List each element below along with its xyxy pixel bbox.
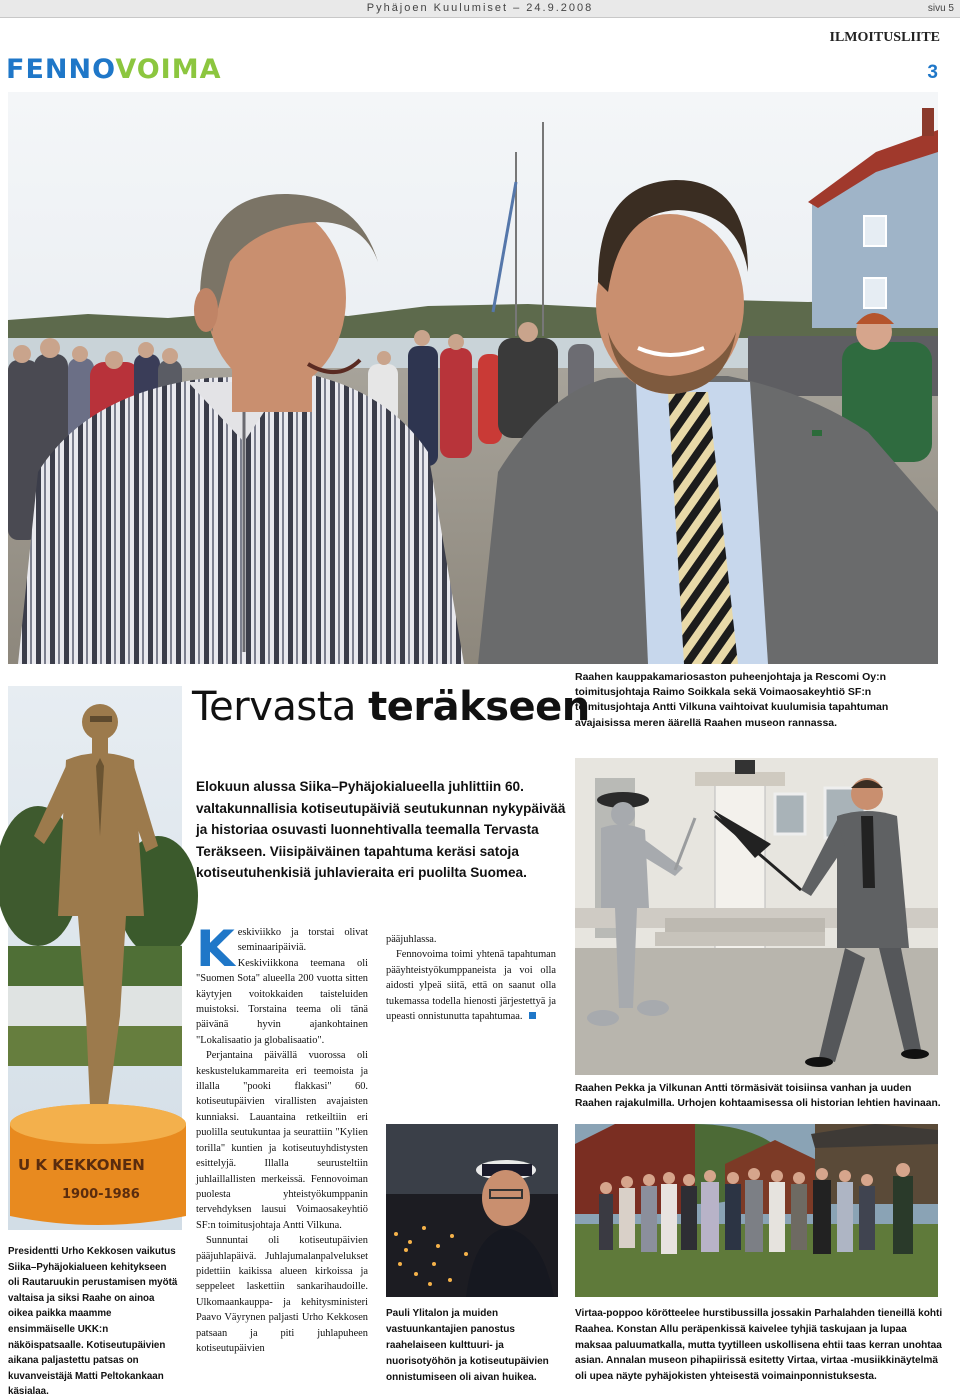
headline-part-light: Tervasta [192,684,369,730]
kekkonen-caption: Presidentti Urho Kekkosen vaikutus Siika–Pyhäjokialueen kehitykseen oli Rautaruukin perustamisen myötä valtaisa ja siksi Raahe on ainoa oikea paikka maamme ensimmäiselle UKK:n näköispatsaalle. Kotiseutupäivien aikana paljastettu patsas on kuvanveistäjä Matti Peltokankaan käsialaa. [8,1246,178,1398]
article-paragraph: Perjantaina päivällä vuorossa oli keskustelukammareita eri teemoista ja illalla "pooki flakkasi" 60. kotiseutupäivien virallisten avajaisten kunniaksi. Lauantaina retkeiltiin eri puolilla seutukuntaa ja seurattiin "Kylien torilla" kuntien ja kotiseutuyhdistysten esittelyjä. Illalla seurusteltiin juhlaillallisten merkeissä. Fennovoiman puolesta yhteistyökumppanin tervehdyksen lausui Voimaosakeyhtiö SF:n toimitusjohtaja Antti Vilkuna. [196,1050,368,1231]
article-paragraph-text: eskiviikko ja torstai olivat seminaaripäiviä. Keskiviikkona teemana oli "Suomen Sota" alueella 200 vuotta sitten käytyjen voitokkaiden taisteluiden muistoksi. Torstaina teema oli tänä päivänä hyvin ajankohtainen "Lokalisaatio ja globalisaatio". [196,927,368,1046]
statue-inscription-years: 1900-1986 [62,1187,140,1202]
article-headline [192,684,590,730]
publication-title: Pyhäjoen Kuulumiset – 24.9.2008 [366,2,594,14]
page-number: sivu 5 [927,3,954,14]
supplement-label: ILMOITUSLIITE [829,30,940,45]
statue-inscription-name: U K KEKKONEN [18,1156,145,1174]
kekkonen-statue-photo [8,686,182,1230]
page-header [0,0,960,18]
article-lead: Elokuun alussa Siika–Pyhäjokialueella juhlittiin 60. valtakunnallisia kotiseutupäiviä seutukunnan nykypäivää ja historiaa osuvasti luonnehtivalla teemalla Tervasta Teräkseen. Viisipäiväinen tapahtuma keräsi satoja kotiseutuhenkisiä juhlavieraita eri puolilta Suomea. [196,779,566,881]
section-number: 3 [927,62,938,83]
logo-part-fenno: FENNO [6,54,116,85]
virtaa-caption: Virtaa-poppoo körötteelee hurstibussilla jossakin Parhalahden tieneillä kohti Raahea. Konstan Allu peräpenkissä kaivelee tyhjiä taskujaan ja lupaa maksaa paluumatkalla, mutta tyytilleen uskollisena ehtii taas kerran unohtaa asian. Annalan museon pihapiirissä esitetty Virtaa, virtaa -musiikkinäytelmä oli upea näyte pyhäjokisten yhteisestä voimainponnistuksesta. [575,1308,943,1383]
main-photo [8,92,938,664]
pauli-ylitalo-photo [386,1124,558,1297]
fennovoima-logo [6,54,222,85]
pekka-vilkuna-caption: Raahen Pekka ja Vilkunan Antti törmäsivät toisiinsa vanhan ja uuden Raahen rajakulmilla. Urhojen kohtaamisessa oli historian lehtien havinaan. [575,1083,941,1110]
article-paragraph: Sunnuntai oli kotiseutupäivien pääjuhlapäivä. Juhlajumalanpalvelukset pidettiin kaikissa alueen kirkoissa ja seppeleet laskettiin sankarihaudoille. Ulkomaankauppa- ja kehitysministeri Paavo Väyrynen paljasti Urho Kekkosen patsaan ja piti juhlapuheen kotiseutupäivien [196,1235,368,1354]
pekka-vilkuna-photo [575,758,938,1075]
main-photo-caption: Raahen kauppakamariosaston puheenjohtaja ja Rescomi Oy:n toimitusjohtaja Raimo Soikkala sekä Voimaosakeyhtiö SF:n toimitusjohtaja Antti Vilkuna vaihtoivat kuulumisia tapahtuman avajaisissa meren äärellä Raahen museon rannassa. [575,671,889,729]
logo-part-voima: VOIMA [115,54,222,85]
article-paragraph-text: Fennovoima toimi yhtenä tapahtuman pääyhteistyökumppaneista ja voi olla aidosti ylpeä siitä, että on saanut olla tukemassa todella hienosti järjestettyä ja upeasti onnistunutta tapahtumaa. [386,949,556,1023]
article-column-2 [386,932,556,1024]
drop-cap: K [196,920,235,978]
virtaa-photo [575,1124,938,1297]
article-paragraph: pääjuhlassa. [386,934,437,945]
article-column-1 [196,920,368,1356]
headline-part-bold: teräkseen [368,684,590,730]
article-paragraph [386,947,556,1024]
pauli-ylitalo-caption: Pauli Ylitalon ja muiden vastuunkantajien panostus raahelaiseen kulttuuri- ja nuorisotyöhön ja kotiseutupäivien onnistumiseen oli aivan huikea. [386,1308,549,1383]
article-paragraph [196,920,368,1048]
end-mark-icon [529,1012,536,1019]
